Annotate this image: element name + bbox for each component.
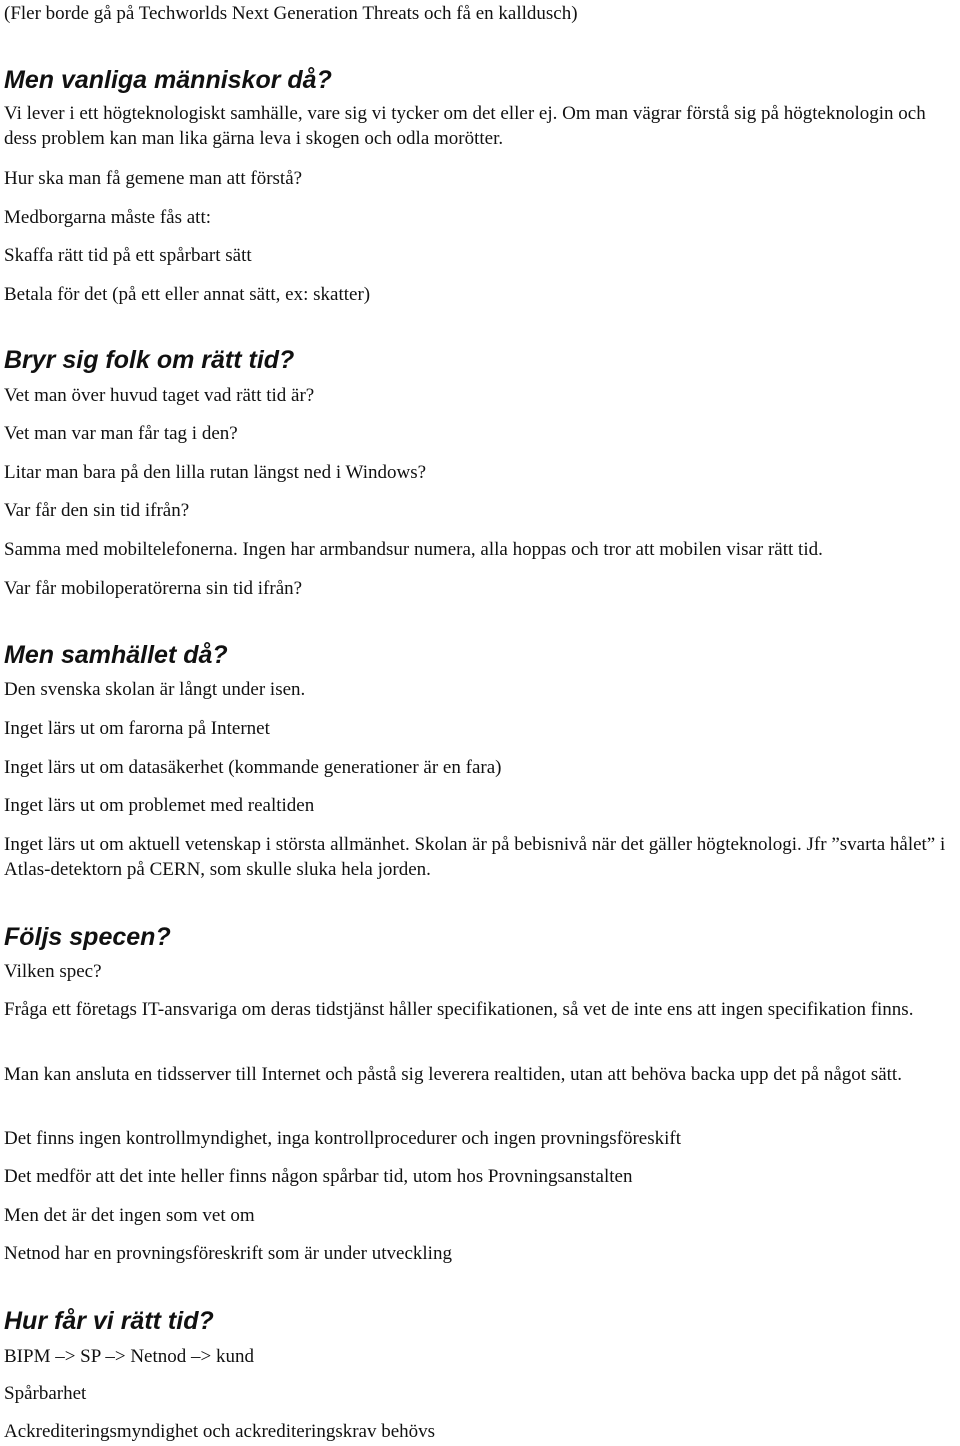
paragraph: Netnod har en provningsföreskrift som är under utveckling xyxy=(4,1243,452,1264)
paragraph: Ackrediteringsmyndighet och ackrediteringskrav behövs xyxy=(4,1421,436,1442)
paragraph: Vilken spec? xyxy=(4,961,102,982)
paragraph: Var får den sin tid ifrån? xyxy=(4,500,190,521)
section-heading-samhallet: Men samhället då? xyxy=(4,641,228,669)
section-heading-bryr-sig-folk: Bryr sig folk om rätt tid? xyxy=(4,346,295,374)
paragraph: Vet man över huvud taget vad rätt tid är? xyxy=(4,385,315,406)
section-heading-foljs-specen: Följs specen? xyxy=(4,923,171,951)
section-heading-vanliga-manniskor: Men vanliga människor då? xyxy=(4,66,332,94)
paragraph: Vi lever i ett högteknologiskt samhälle, vare sig vi tycker om det eller ej. Om man vägrar förstå sig på högteknologin och dess problem kan man lika gärna leva i skogen och odla morötter. xyxy=(4,103,926,149)
section-heading-hur-far-vi: Hur får vi rätt tid? xyxy=(4,1307,214,1335)
paragraph: Inget lärs ut om datasäkerhet (kommande generationer är en fara) xyxy=(4,757,502,778)
paragraph: Fråga ett företags IT-ansvariga om deras tidstjänst håller specifikationen, så vet de inte ens att ingen specifikation finns. xyxy=(4,999,914,1020)
paragraph: Det medför att det inte heller finns någon spårbar tid, utom hos Provningsanstalten xyxy=(4,1166,633,1187)
paragraph: BIPM –> SP –> Netnod –> kund xyxy=(4,1346,254,1367)
paragraph: Inget lärs ut om farorna på Internet xyxy=(4,718,270,739)
paragraph: Skaffa rätt tid på ett spårbart sätt xyxy=(4,245,252,266)
paragraph: Den svenska skolan är långt under isen. xyxy=(4,679,306,700)
paragraph: Samma med mobiltelefonerna. Ingen har armbandsur numera, alla hoppas och tror att mobilen visar rätt tid. xyxy=(4,539,823,560)
paragraph: Spårbarhet xyxy=(4,1383,87,1404)
paragraph: Inget lärs ut om problemet med realtiden xyxy=(4,795,315,816)
paragraph: Inget lärs ut om aktuell vetenskap i största allmänhet. Skolan är på bebisnivå när det gäller högteknologi. Jfr ”svarta hålet” i Atlas-detektorn på CERN, som skulle sluka hela jorden. xyxy=(4,834,946,880)
intro-text: (Fler borde gå på Techworlds Next Generation Threats och få en kalldusch) xyxy=(4,3,578,24)
paragraph: Medborgarna måste fås att: xyxy=(4,207,211,228)
paragraph: Hur ska man få gemene man att förstå? xyxy=(4,168,303,189)
paragraph: Vet man var man får tag i den? xyxy=(4,423,238,444)
paragraph: Men det är det ingen som vet om xyxy=(4,1205,255,1226)
paragraph: Var får mobiloperatörerna sin tid ifrån? xyxy=(4,578,303,599)
paragraph: Man kan ansluta en tidsserver till Internet och påstå sig leverera realtiden, utan att behöva backa upp det på något sätt. xyxy=(4,1064,902,1085)
paragraph: Det finns ingen kontrollmyndighet, inga kontrollprocedurer och ingen provningsföreskift xyxy=(4,1128,681,1149)
paragraph: Betala för det (på ett eller annat sätt, ex: skatter) xyxy=(4,284,371,305)
paragraph: Litar man bara på den lilla rutan längst ned i Windows? xyxy=(4,462,427,483)
